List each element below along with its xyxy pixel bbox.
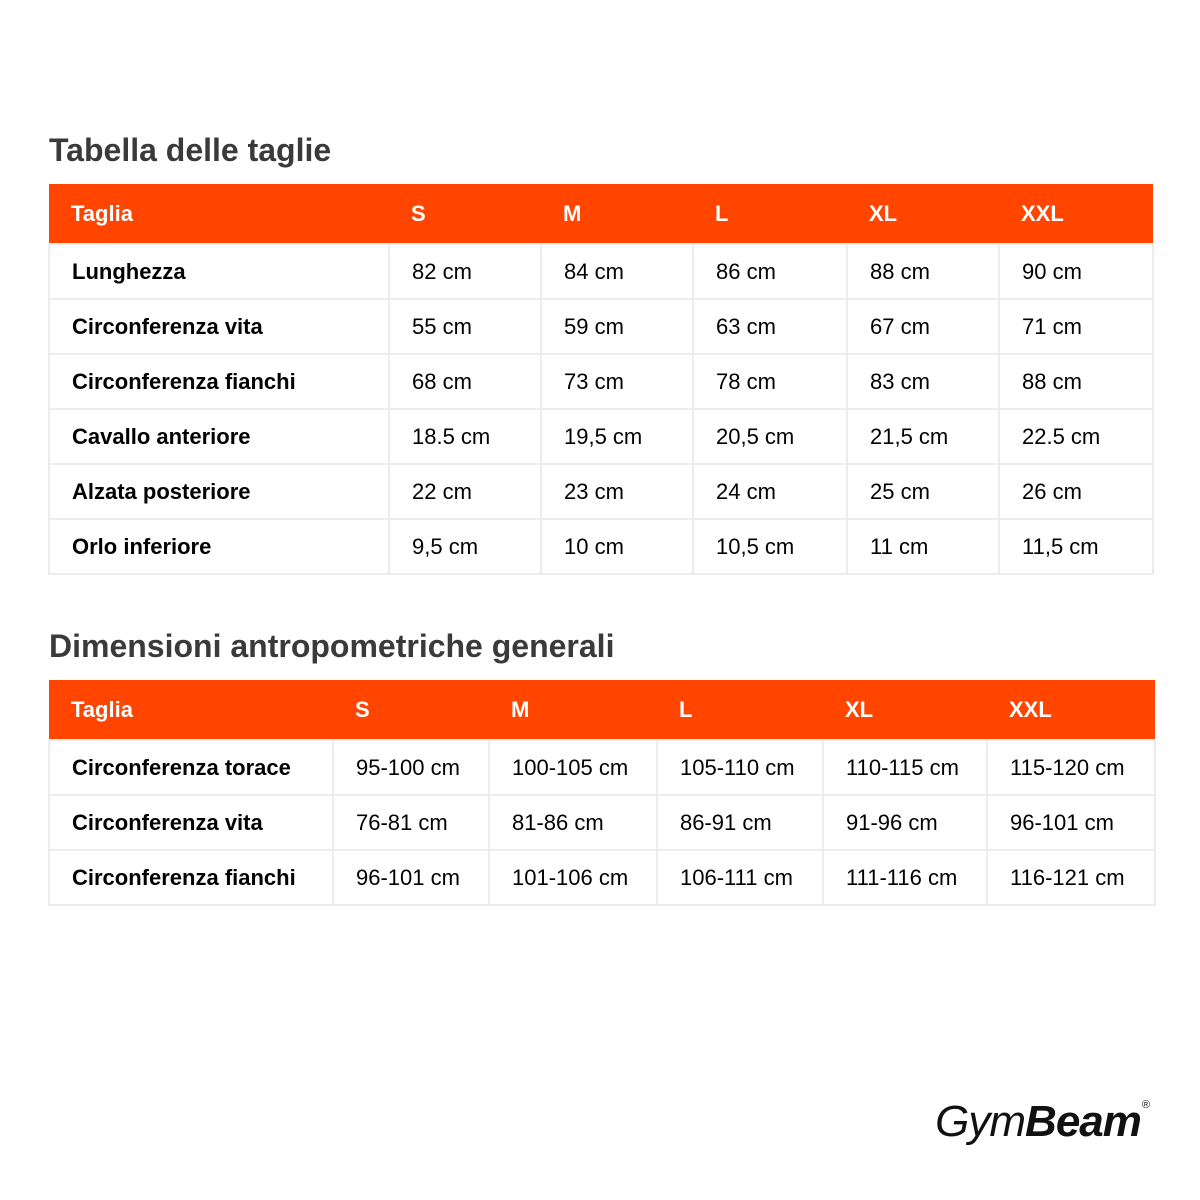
header-cell-s: S bbox=[333, 680, 489, 740]
size-chart-title: Tabella delle taglie bbox=[49, 132, 332, 168]
header-cell-l: L bbox=[693, 184, 847, 244]
table-cell: 90 cm bbox=[999, 244, 1153, 299]
table-cell: 11 cm bbox=[847, 519, 999, 574]
table-cell: 110-115 cm bbox=[823, 740, 987, 795]
header-cell-xl: XL bbox=[847, 184, 999, 244]
table-cell: 101-106 cm bbox=[489, 850, 657, 905]
logo-text-beam: Beam bbox=[1025, 1097, 1141, 1146]
header-cell-s: S bbox=[389, 184, 541, 244]
table-cell: 95-100 cm bbox=[333, 740, 489, 795]
header-cell-size: Taglia bbox=[49, 184, 389, 244]
table-cell: 10,5 cm bbox=[693, 519, 847, 574]
table-row bbox=[49, 519, 1153, 574]
table-cell: 84 cm bbox=[541, 244, 693, 299]
table-cell: 76-81 cm bbox=[333, 795, 489, 850]
size-chart-table bbox=[48, 184, 1154, 575]
table-cell: 100-105 cm bbox=[489, 740, 657, 795]
header-cell-xxl: XXL bbox=[999, 184, 1153, 244]
row-label: Circonferenza fianchi bbox=[49, 850, 333, 905]
table-cell: 86 cm bbox=[693, 244, 847, 299]
row-label: Circonferenza vita bbox=[49, 795, 333, 850]
row-label: Circonferenza torace bbox=[49, 740, 333, 795]
table-cell: 55 cm bbox=[389, 299, 541, 354]
table-row bbox=[49, 464, 1153, 519]
table-cell: 68 cm bbox=[389, 354, 541, 409]
table-row bbox=[49, 409, 1153, 464]
table-cell: 67 cm bbox=[847, 299, 999, 354]
table-cell: 82 cm bbox=[389, 244, 541, 299]
table-cell: 105-110 cm bbox=[657, 740, 823, 795]
table-cell: 11,5 cm bbox=[999, 519, 1153, 574]
table-row bbox=[49, 795, 1155, 850]
table-header-row bbox=[49, 680, 1155, 740]
table-cell: 71 cm bbox=[999, 299, 1153, 354]
row-label: Circonferenza vita bbox=[49, 299, 389, 354]
row-label: Alzata posteriore bbox=[49, 464, 389, 519]
body-dimensions-table bbox=[48, 680, 1156, 906]
table-cell: 96-101 cm bbox=[333, 850, 489, 905]
table-cell: 59 cm bbox=[541, 299, 693, 354]
table-row bbox=[49, 740, 1155, 795]
table-cell: 10 cm bbox=[541, 519, 693, 574]
header-cell-m: M bbox=[541, 184, 693, 244]
table-cell: 115-120 cm bbox=[987, 740, 1155, 795]
header-cell-m: M bbox=[489, 680, 657, 740]
table-cell: 23 cm bbox=[541, 464, 693, 519]
table-cell: 25 cm bbox=[847, 464, 999, 519]
header-cell-xxl: XXL bbox=[987, 680, 1155, 740]
table-cell: 63 cm bbox=[693, 299, 847, 354]
table-cell: 116-121 cm bbox=[987, 850, 1155, 905]
table-cell: 83 cm bbox=[847, 354, 999, 409]
table-cell: 88 cm bbox=[847, 244, 999, 299]
table-cell: 73 cm bbox=[541, 354, 693, 409]
header-cell-xl: XL bbox=[823, 680, 987, 740]
table-cell: 26 cm bbox=[999, 464, 1153, 519]
table-row bbox=[49, 299, 1153, 354]
gymbeam-logo bbox=[935, 1097, 1150, 1146]
table-row bbox=[49, 354, 1153, 409]
registered-mark: ® bbox=[1141, 1099, 1150, 1111]
table-cell: 24 cm bbox=[693, 464, 847, 519]
row-label: Orlo inferiore bbox=[49, 519, 389, 574]
table-cell: 88 cm bbox=[999, 354, 1153, 409]
table-row bbox=[49, 850, 1155, 905]
table-cell: 86-91 cm bbox=[657, 795, 823, 850]
table-cell: 19,5 cm bbox=[541, 409, 693, 464]
table-cell: 96-101 cm bbox=[987, 795, 1155, 850]
logo-text-gym: Gym bbox=[935, 1097, 1026, 1146]
body-dimensions-title: Dimensioni antropometriche generali bbox=[49, 628, 615, 664]
table-cell: 9,5 cm bbox=[389, 519, 541, 574]
table-cell: 21,5 cm bbox=[847, 409, 999, 464]
table-cell: 106-111 cm bbox=[657, 850, 823, 905]
table-row bbox=[49, 244, 1153, 299]
row-label: Circonferenza fianchi bbox=[49, 354, 389, 409]
table-cell: 22.5 cm bbox=[999, 409, 1153, 464]
header-cell-l: L bbox=[657, 680, 823, 740]
table-cell: 20,5 cm bbox=[693, 409, 847, 464]
table-cell: 91-96 cm bbox=[823, 795, 987, 850]
table-cell: 78 cm bbox=[693, 354, 847, 409]
table-header-row bbox=[49, 184, 1153, 244]
table-cell: 22 cm bbox=[389, 464, 541, 519]
row-label: Lunghezza bbox=[49, 244, 389, 299]
table-cell: 81-86 cm bbox=[489, 795, 657, 850]
row-label: Cavallo anteriore bbox=[49, 409, 389, 464]
table-cell: 111-116 cm bbox=[823, 850, 987, 905]
header-cell-size: Taglia bbox=[49, 680, 333, 740]
table-cell: 18.5 cm bbox=[389, 409, 541, 464]
